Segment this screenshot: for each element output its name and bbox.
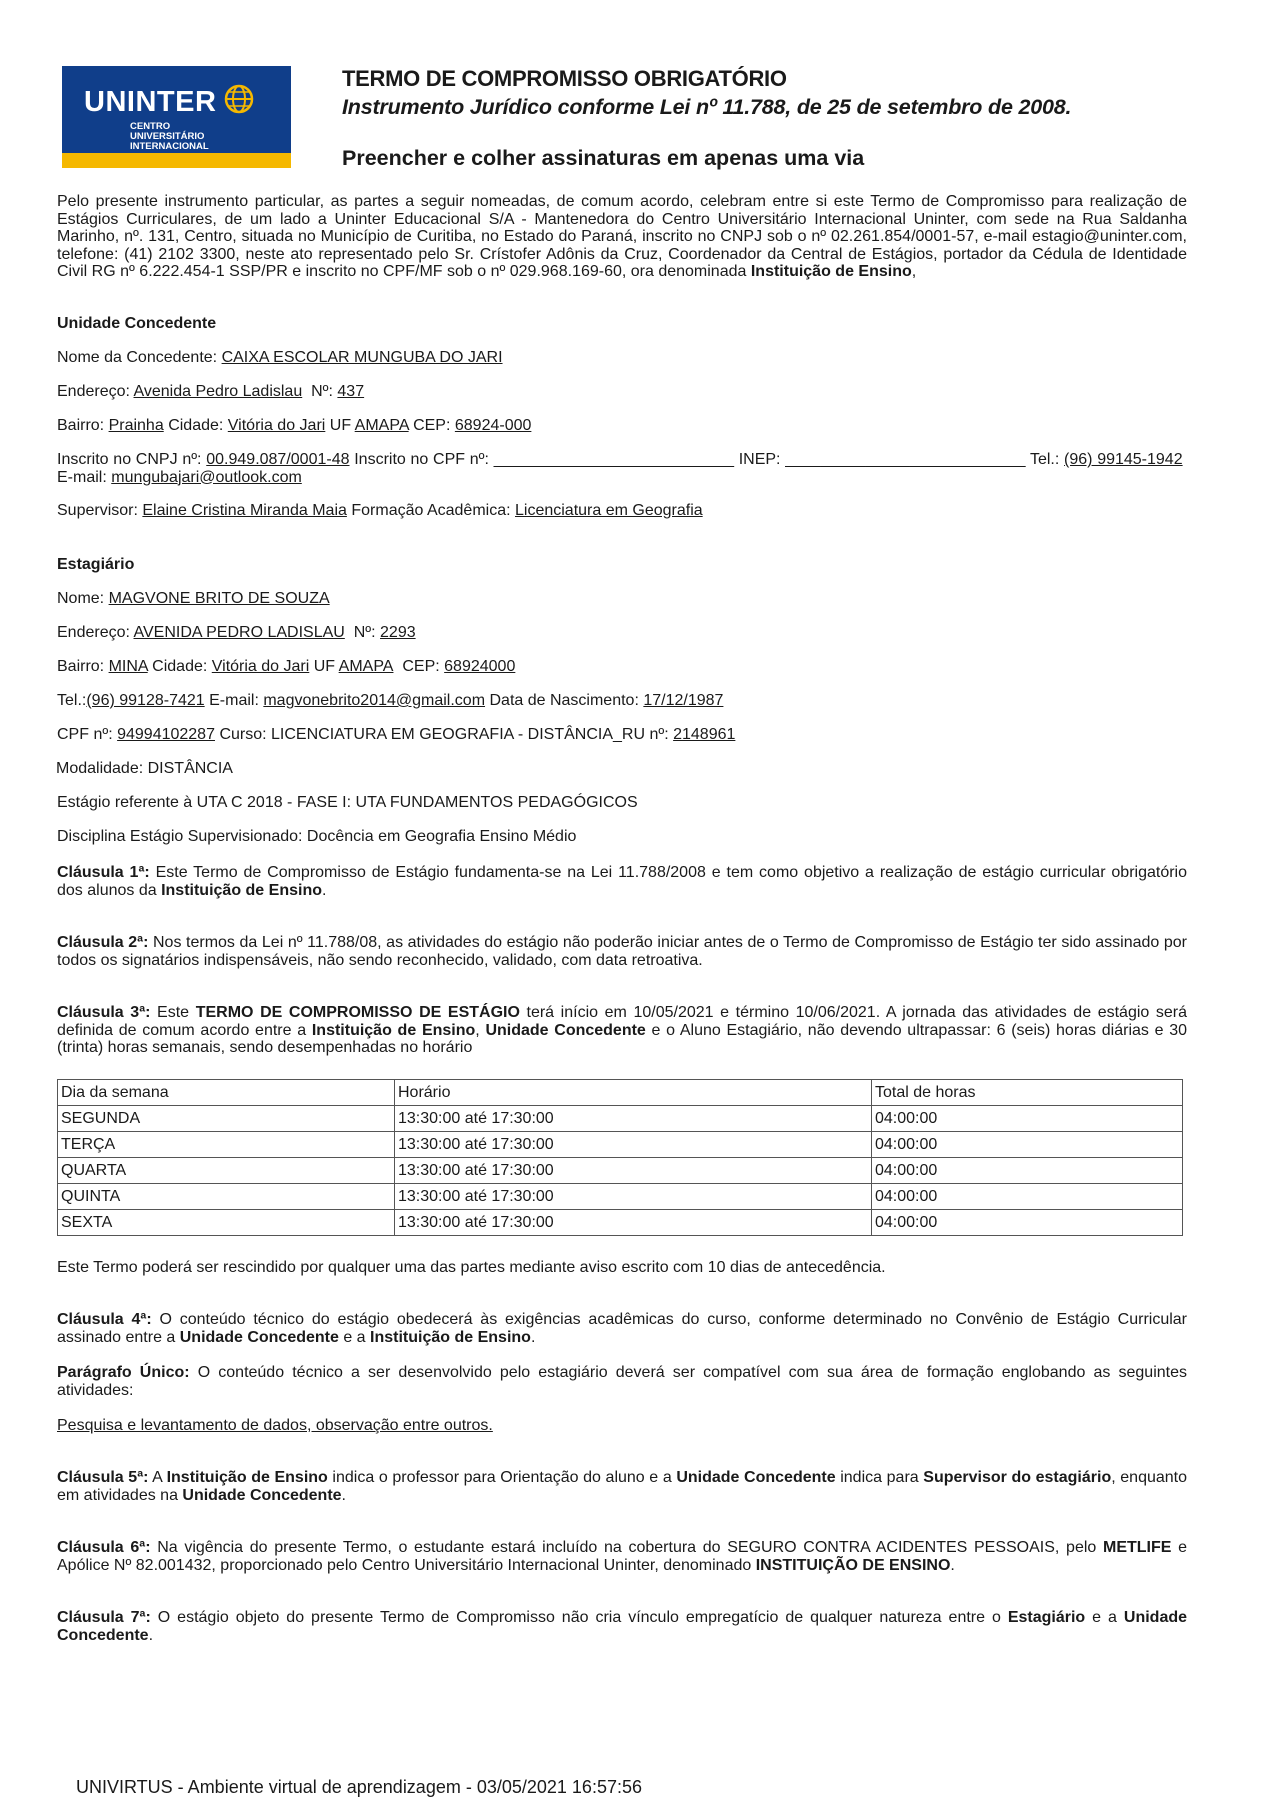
clause-2: Cláusula 2ª: Nos termos da Lei nº 11.788/08, as atividades do estágio não poderão iniciar antes de o Termo de Compromisso de Estágio ter sido assinado por todos os signatários indispensáveis, não sendo reconhecido, validado, com data retroativa. bbox=[57, 934, 1187, 969]
table-cell: 13:30:00 até 17:30:00 bbox=[395, 1106, 872, 1132]
table-cell: QUINTA bbox=[58, 1184, 395, 1210]
table-cell: 04:00:00 bbox=[872, 1158, 1183, 1184]
estagiario-modalidade: Modalidade: DISTÂNCIA bbox=[56, 760, 233, 777]
estagiario-course-line: CPF nº: 94994102287 Curso: LICENCIATURA EM GEOGRAFIA - DISTÂNCIA_RU nº: 2148961 bbox=[57, 726, 736, 743]
clause-4: Cláusula 4ª: O conteúdo técnico do estágio obedecerá às exigências acadêmicas do curso, conforme determinado no Convênio de Estágio Curricular assinado entre a Unidade Concedente e a Instituição de Ensino. bbox=[57, 1311, 1188, 1346]
table-header-cell: Total de horas bbox=[872, 1080, 1183, 1106]
concedente-name: CAIXA ESCOLAR MUNGUBA DO JARI bbox=[221, 349, 503, 366]
table-cell: 04:00:00 bbox=[872, 1106, 1183, 1132]
document-instruction: Preencher e colher assinaturas em apenas uma via bbox=[342, 146, 865, 170]
table-row bbox=[58, 1132, 1183, 1158]
intro-paragraph: Pelo presente instrumento particular, as partes a seguir nomeadas, de comum acordo, celebram entre si este Termo de Compromisso para realização de Estágios Curriculares, de um lado a Uninter Educacional S/A - Mantenedora do Centro Universitário Internacional Uninter, com sede na Rua Saldanha Marinho, nº. 131, Centro, situada no Município de Curitiba, no Estado do Paraná, inscrito no CNPJ sob o nº 02.261.854/0001-57, e-mail estagio@uninter.com, telefone: (41) 2102 3300, neste ato representado pelo Sr. Crístofer Adônis da Cruz, Coordenador da Central de Estágios, portador da Cédula de Identidade Civil RG nº 6.222.454-1 SSP/PR e inscrito no CPF/MF sob o nº 029.968.169-60, ora denominada Instituição de Ensino, bbox=[57, 193, 1187, 280]
table-cell: 04:00:00 bbox=[872, 1132, 1183, 1158]
estagiario-address-line: Endereço: AVENIDA PEDRO LADISLAU Nº: 2293 bbox=[57, 624, 416, 641]
table-row bbox=[58, 1210, 1183, 1236]
estagiario-contact-line: Tel.:(96) 99128-7421 E-mail: magvonebrito2014@gmail.com Data de Nascimento: 17/12/1987 bbox=[57, 692, 724, 709]
table-row bbox=[58, 1184, 1183, 1210]
clause-5: Cláusula 5ª: A Instituição de Ensino indica o professor para Orientação do aluno e a Unidade Concedente indica para Supervisor do estagiário, enquanto em atividades na Unidade Concedente. bbox=[57, 1469, 1188, 1504]
table-cell: 13:30:00 até 17:30:00 bbox=[395, 1210, 872, 1236]
table-cell: 13:30:00 até 17:30:00 bbox=[395, 1158, 872, 1184]
concedente-supervisor-line: Supervisor: Elaine Cristina Miranda Maia Formação Acadêmica: Licenciatura em Geografia bbox=[57, 502, 703, 519]
uninter-logo bbox=[62, 66, 291, 168]
table-cell: QUARTA bbox=[58, 1158, 395, 1184]
table-cell: TERÇA bbox=[58, 1132, 395, 1158]
estagiario-name: MAGVONE BRITO DE SOUZA bbox=[108, 590, 330, 607]
estagiario-heading: Estagiário bbox=[57, 556, 135, 573]
concedente-heading: Unidade Concedente bbox=[57, 315, 217, 332]
schedule-table bbox=[57, 1079, 1183, 1236]
table-cell: SEXTA bbox=[58, 1210, 395, 1236]
document-subtitle: Instrumento Jurídico conforme Lei nº 11.788, de 25 de setembro de 2008. bbox=[342, 95, 1072, 119]
clause-7: Cláusula 7ª: O estágio objeto do presente Termo de Compromisso não cria vínculo empregatício de qualquer natureza entre o Estagiário e a Unidade Concedente. bbox=[57, 1609, 1188, 1644]
logo-yellow-bar bbox=[62, 153, 291, 168]
activities-line: Pesquisa e levantamento de dados, observação entre outros. bbox=[57, 1417, 493, 1434]
logo-subtitle: CENTRO UNIVERSITÁRIO INTERNACIONAL bbox=[130, 121, 209, 152]
clause-6: Cláusula 6ª: Na vigência do presente Termo, o estudante estará incluído na cobertura do SEGURO CONTRA ACIDENTES PESSOAIS, pelo METLIFE e Apólice Nº 82.001432, proporcionado pelo Centro Universitário Internacional Uninter, denominado INSTITUIÇÃO DE ENSINO. bbox=[57, 1539, 1188, 1574]
concedente-name-line: Nome da Concedente: CAIXA ESCOLAR MUNGUBA DO JARI bbox=[57, 349, 503, 366]
table-row bbox=[58, 1106, 1183, 1132]
table-header-cell: Horário bbox=[395, 1080, 872, 1106]
paragrafo-unico: Parágrafo Único: O conteúdo técnico a ser desenvolvido pelo estagiário deverá ser compatível com sua área de formação englobando as seguintes atividades: bbox=[57, 1364, 1188, 1399]
concedente-address-line: Endereço: Avenida Pedro Ladislau Nº: 437 bbox=[57, 383, 365, 400]
table-cell: 04:00:00 bbox=[872, 1210, 1183, 1236]
page-footer: UNIVIRTUS - Ambiente virtual de aprendizagem - 03/05/2021 16:57:56 bbox=[76, 1777, 642, 1797]
globe-icon bbox=[222, 82, 256, 116]
clause-3: Cláusula 3ª: Este TERMO DE COMPROMISSO DE ESTÁGIO terá início em 10/05/2021 e término 10/06/2021. A jornada das atividades de estágio será definida de comum acordo entre a Instituição de Ensino, Unidade Concedente e o Aluno Estagiário, não devendo ultrapassar: 6 (seis) horas diárias e 30 (trinta) horas semanais, sendo desempenhadas no horário bbox=[57, 1004, 1188, 1056]
estagiario-disciplina: Disciplina Estágio Supervisionado: Docência em Geografia Ensino Médio bbox=[57, 828, 577, 845]
logo-brand: UNINTER bbox=[84, 86, 217, 118]
concedente-location-line: Bairro: Prainha Cidade: Vitória do Jari UF AMAPA CEP: 68924-000 bbox=[57, 417, 532, 434]
document-title: TERMO DE COMPROMISSO OBRIGATÓRIO bbox=[342, 66, 787, 91]
table-cell: 13:30:00 até 17:30:00 bbox=[395, 1132, 872, 1158]
table-cell: SEGUNDA bbox=[58, 1106, 395, 1132]
table-cell: 04:00:00 bbox=[872, 1184, 1183, 1210]
estagiario-location-line: Bairro: MINA Cidade: Vitória do Jari UF AMAPA CEP: 68924000 bbox=[57, 658, 516, 675]
estagiario-estagio-ref: Estágio referente à UTA C 2018 - FASE I: UTA FUNDAMENTOS PEDAGÓGICOS bbox=[57, 794, 638, 811]
table-cell: 13:30:00 até 17:30:00 bbox=[395, 1184, 872, 1210]
table-header-cell: Dia da semana bbox=[58, 1080, 395, 1106]
estagiario-name-line: Nome: MAGVONE BRITO DE SOUZA bbox=[57, 590, 330, 607]
rescind-note: Este Termo poderá ser rescindido por qualquer uma das partes mediante aviso escrito com 10 dias de antecedência. bbox=[57, 1259, 886, 1276]
table-header-row bbox=[58, 1080, 1183, 1106]
clause-1: Cláusula 1ª: Este Termo de Compromisso de Estágio fundamenta-se na Lei 11.788/2008 e tem como objetivo a realização de estágio curricular obrigatório dos alunos da Instituição de Ensino. bbox=[57, 864, 1187, 899]
concedente-registry-line: Inscrito no CNPJ nº: 00.949.087/0001-48 Inscrito no CPF nº: ___________________________ INEP: ___________________________ Tel.: (96) 99145-1942 E-mail: mungubajari@outlook.com bbox=[57, 451, 1183, 486]
table-row bbox=[58, 1158, 1183, 1184]
